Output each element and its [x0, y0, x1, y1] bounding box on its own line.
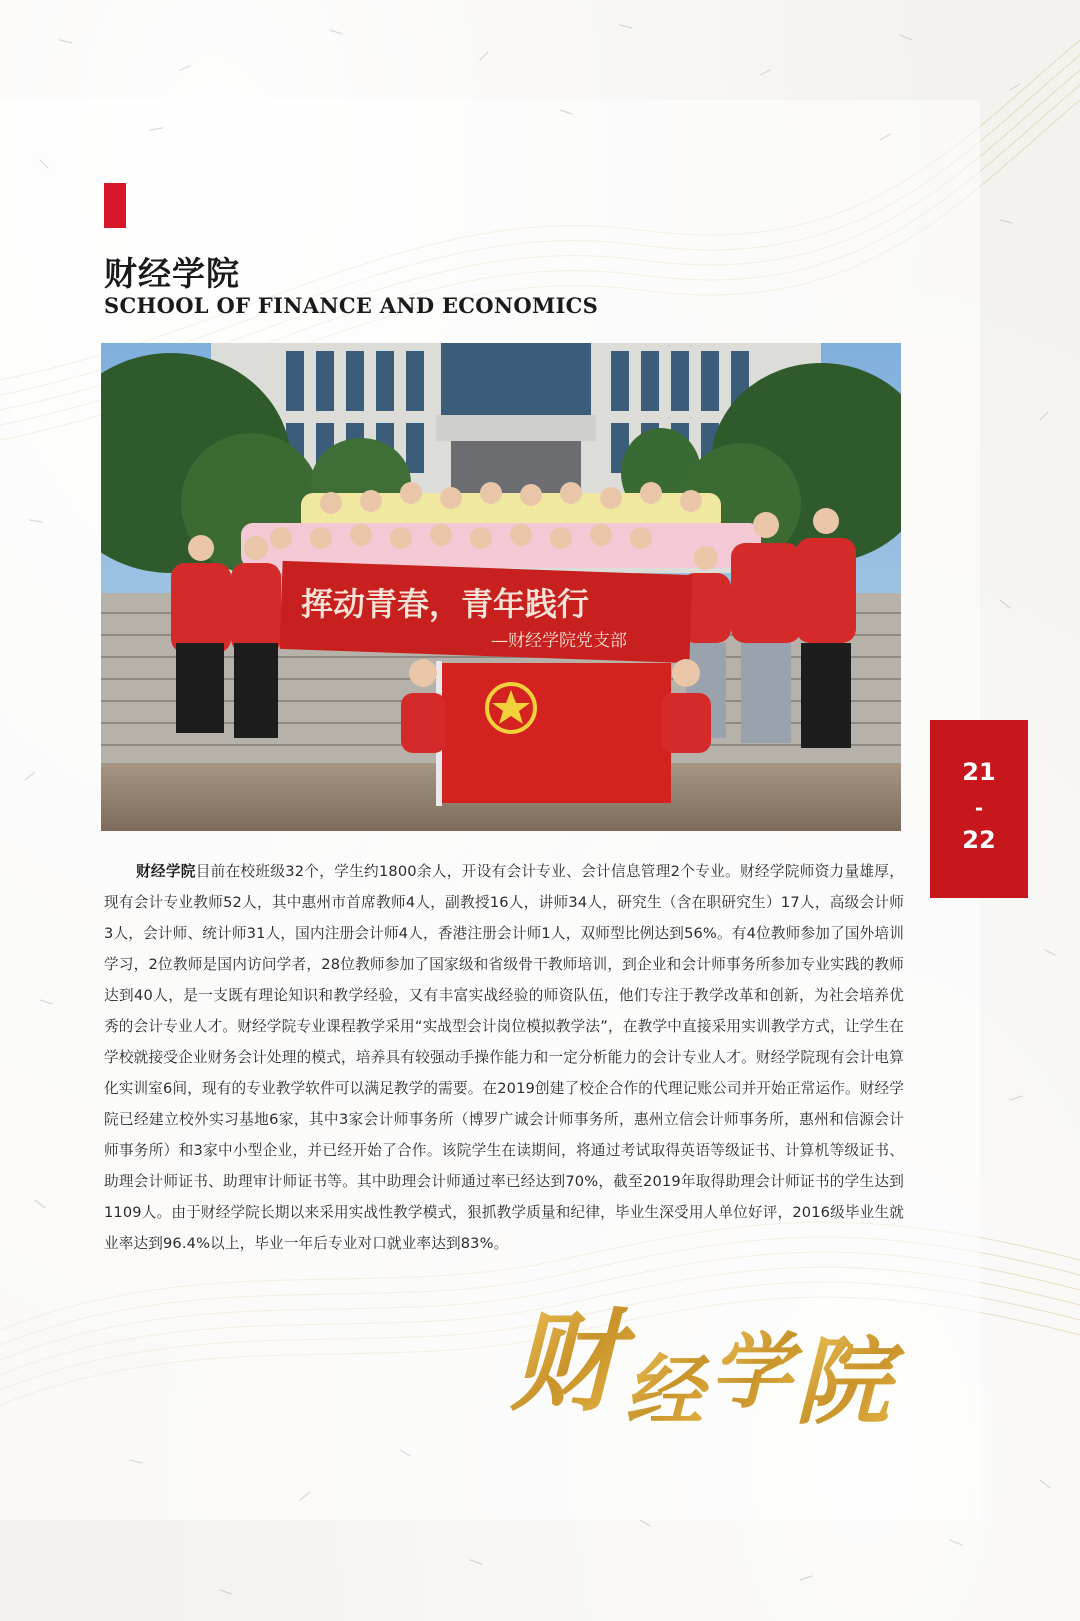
- banner-main-text: 挥动青春，青年践行: [301, 585, 590, 623]
- calligraphy-char-2: 经: [625, 1346, 704, 1437]
- banner-sub-text: —财经学院党支部: [491, 631, 627, 651]
- page-number-left: 21: [962, 758, 996, 786]
- page-subtitle: SCHOOL OF FINANCE AND ECONOMICS: [104, 293, 599, 318]
- calligraphy-char-1: 财: [510, 1300, 620, 1426]
- page-title: 财经学院: [104, 254, 240, 293]
- group-photo-illustration: [101, 343, 901, 831]
- body-lead: 财经学院: [136, 863, 196, 880]
- page-number-tab: [930, 720, 1028, 898]
- body-text: 目前在校班级32个，学生约1800余人，开设有会计专业、会计信息管理2个专业。财经学院师资力量雄厚，现有会计专业教师52人，其中惠州市首席教师4人，副教授16人，讲师34人，研究生（含在职研究生）17人，高级会计师3人，会计师、统计师31人，国内注册会计师4人，香港注册会计师1人，双师型比例达到56%。有4位教师参加了国外培训学习，2位教师是国内访问学者，28位教师参加了国家级和省级骨干教师培训，到企业和会计师事务所参加专业实践的教师达到40人，是一支既有理论知识和教学经验，又有丰富实战经验的师资队伍，他们专注于教学改革和创新，为社会培养优秀的会计专业人才。财经学院专业课程教学采用“实战型会计岗位模拟教学法”，在教学中直接采用实训教学方式，让学生在学校就接受企业财务会计处理的模式，培养具有较强动手操作能力和一定分析能力的会计专业人才。财经学院现有会计电算化实训室6间，现有的专业教学软件可以满足教学的需要。在2019创建了校企合作的代理记账公司并开始正常运作。财经学院已经建立校外实习基地6家，其中3家会计师事务所（博罗广诚会计师事务所，惠州立信会计师事务所，惠州和信源会计师事务所）和3家中小型企业，并已经开始了合作。该院学生在读期间，将通过考试取得英语等级证书、计算机等级证书、助理会计师证书、助理审计师证书等。其中助理会计师通过率已经达到70%，截至2019年取得助理会计师证书的学生达到1109人。由于财经学院长期以来采用实战性教学模式，狠抓教学质量和纪律，毕业生深受用人单位好评，2016级毕业生就业率达到96.4%以上，毕业一年后专业对口就业率达到83%。: [104, 863, 904, 1252]
- page-number-right: 22: [962, 826, 996, 854]
- calligraphy-char-3: 学: [710, 1324, 792, 1420]
- calligraphy-title: [510, 1300, 910, 1450]
- accent-bar: [104, 183, 126, 228]
- body-paragraph: [104, 856, 904, 1259]
- calligraphy-char-4: 院: [795, 1327, 891, 1438]
- page-number-separator: -: [974, 796, 984, 820]
- group-photo: [101, 343, 901, 831]
